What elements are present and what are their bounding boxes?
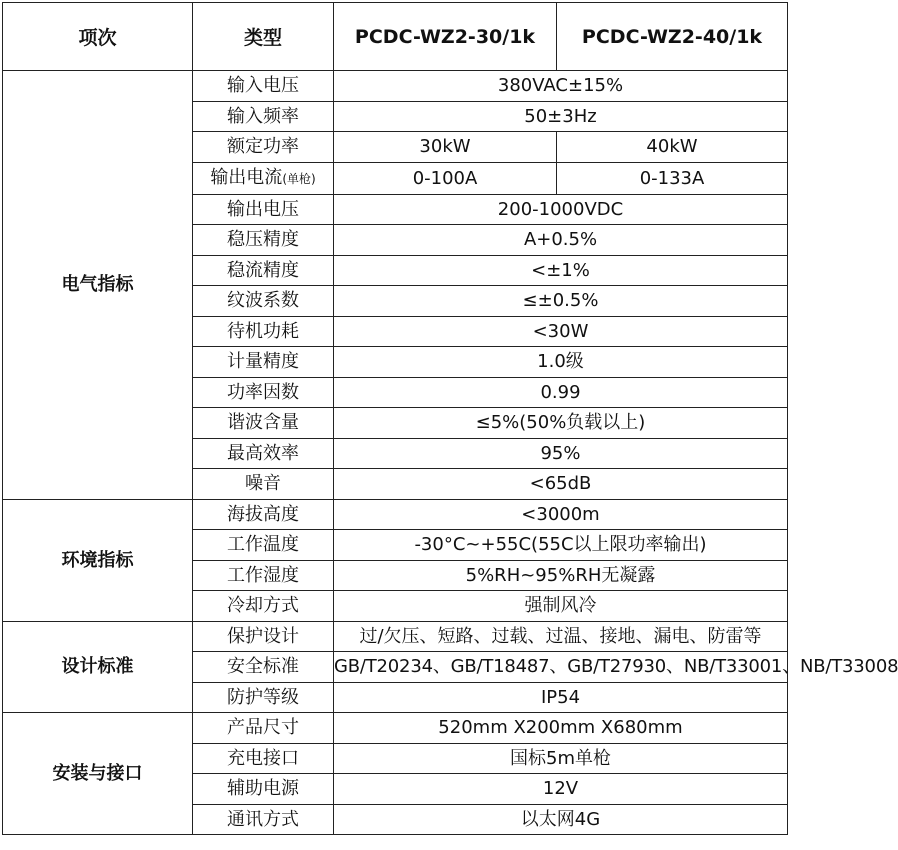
item-label-text: 输出电流 bbox=[210, 166, 283, 188]
value-cell: 强制风冷 bbox=[334, 591, 788, 622]
value-cell: 0.99 bbox=[334, 377, 788, 408]
item-label: 最高效率 bbox=[193, 438, 334, 469]
item-label: 工作温度 bbox=[193, 530, 334, 561]
value-cell: 1.0级 bbox=[334, 347, 788, 378]
item-label: 输入电压 bbox=[193, 71, 334, 102]
category-electrical: 电气指标 bbox=[3, 71, 193, 500]
item-label: 冷却方式 bbox=[193, 591, 334, 622]
value-cell: 过/欠压、短路、过载、过温、接地、漏电、防雷等 bbox=[334, 621, 788, 652]
value-cell: 380VAC±15% bbox=[334, 71, 788, 102]
item-label: 防护等级 bbox=[193, 682, 334, 713]
item-label: 稳压精度 bbox=[193, 225, 334, 256]
value-cell: A+0.5% bbox=[334, 225, 788, 256]
table-row bbox=[3, 621, 788, 652]
category-environment: 环境指标 bbox=[3, 499, 193, 621]
header-col-type: 类型 bbox=[193, 3, 334, 71]
item-label: 输入频率 bbox=[193, 101, 334, 132]
item-label: 功率因数 bbox=[193, 377, 334, 408]
value-cell: 以太网4G bbox=[334, 804, 788, 835]
value-cell: IP54 bbox=[334, 682, 788, 713]
value-cell-30: 30kW bbox=[334, 132, 557, 163]
value-cell: 国标5m单枪 bbox=[334, 743, 788, 774]
table-row bbox=[3, 499, 788, 530]
item-label bbox=[193, 162, 334, 194]
item-label: 额定功率 bbox=[193, 132, 334, 163]
value-cell: GB/T20234、GB/T18487、GB/T27930、NB/T33001、NB/T33008 bbox=[334, 652, 788, 683]
item-label: 待机功耗 bbox=[193, 316, 334, 347]
value-cell: 50±3Hz bbox=[334, 101, 788, 132]
value-cell: 520mm X200mm X680mm bbox=[334, 713, 788, 744]
value-cell-40: 40kW bbox=[557, 132, 788, 163]
value-cell: <3000m bbox=[334, 499, 788, 530]
value-cell: ≤±0.5% bbox=[334, 286, 788, 317]
value-cell-40: 0-133A bbox=[557, 162, 788, 194]
value-cell: 200-1000VDC bbox=[334, 194, 788, 225]
item-label: 通讯方式 bbox=[193, 804, 334, 835]
value-cell: ≤5%(50%负载以上) bbox=[334, 408, 788, 439]
header-col-item: 项次 bbox=[3, 3, 193, 71]
value-cell: <65dB bbox=[334, 469, 788, 500]
item-label: 工作湿度 bbox=[193, 560, 334, 591]
item-label: 产品尺寸 bbox=[193, 713, 334, 744]
value-cell: <30W bbox=[334, 316, 788, 347]
spec-table bbox=[2, 2, 898, 835]
value-cell-30: 0-100A bbox=[334, 162, 557, 194]
table-row bbox=[3, 713, 788, 744]
value-cell: 12V bbox=[334, 774, 788, 805]
value-cell: 95% bbox=[334, 438, 788, 469]
item-label: 谐波含量 bbox=[193, 408, 334, 439]
value-cell: -30°C~+55C(55C以上限功率输出) bbox=[334, 530, 788, 561]
item-label: 充电接口 bbox=[193, 743, 334, 774]
table-row bbox=[3, 71, 788, 102]
item-label: 辅助电源 bbox=[193, 774, 334, 805]
item-label: 保护设计 bbox=[193, 621, 334, 652]
item-label: 稳流精度 bbox=[193, 255, 334, 286]
header-col-model-40: PCDC-WZ2-40/1k bbox=[557, 3, 788, 71]
item-label: 输出电压 bbox=[193, 194, 334, 225]
value-cell: <±1% bbox=[334, 255, 788, 286]
category-design: 设计标准 bbox=[3, 621, 193, 713]
item-label-note: (单枪) bbox=[282, 171, 316, 186]
header-row bbox=[3, 3, 788, 71]
item-label: 纹波系数 bbox=[193, 286, 334, 317]
item-label: 计量精度 bbox=[193, 347, 334, 378]
header-col-model-30: PCDC-WZ2-30/1k bbox=[334, 3, 557, 71]
category-install: 安装与接口 bbox=[3, 713, 193, 835]
item-label: 安全标准 bbox=[193, 652, 334, 683]
item-label: 海拔高度 bbox=[193, 499, 334, 530]
value-cell: 5%RH~95%RH无凝露 bbox=[334, 560, 788, 591]
item-label: 噪音 bbox=[193, 469, 334, 500]
